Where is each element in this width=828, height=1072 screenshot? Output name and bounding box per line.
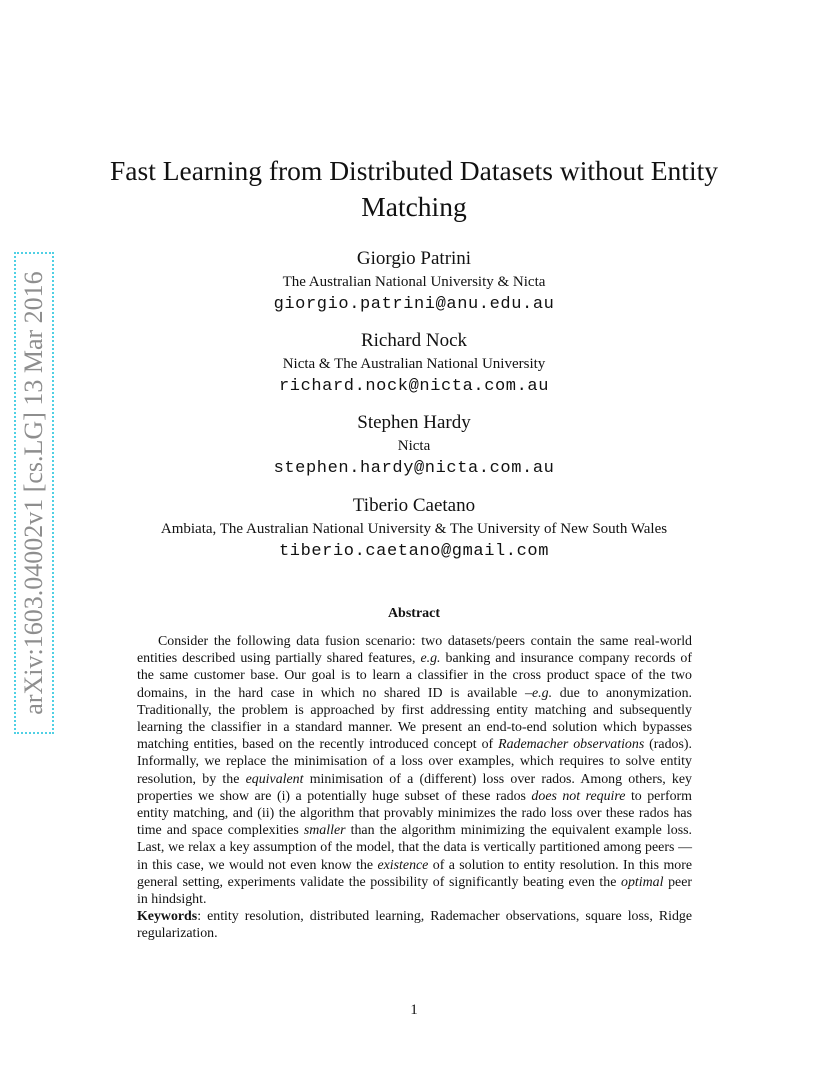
- keywords-text: : entity resolution, distributed learning, Rademacher observations, square loss, Ridge regularization.: [137, 909, 692, 942]
- abstract-emphasis: e.g.: [531, 685, 553, 701]
- abstract-emphasis: Rademacher observations: [498, 737, 645, 753]
- abstract-emphasis: existence: [377, 857, 429, 873]
- abstract-text: than the algorithm minimizing the equivalent example loss. Last, we relax a key assumption of the model, that the data is vertically partitioned among peers — in this case, we would not even know the: [137, 823, 692, 873]
- abstract-emphasis: does not require: [531, 788, 626, 804]
- author-block: [0, 494, 828, 563]
- author-affiliation: Ambiata, The Australian National University & The University of New South Wales: [160, 521, 668, 537]
- keywords-label: Keywords: [137, 909, 198, 925]
- author-email[interactable]: richard.nock@nicta.com.au: [278, 377, 550, 396]
- author-affiliation: Nicta: [397, 438, 431, 454]
- author-name: Tiberio Caetano: [352, 495, 476, 516]
- abstract-text: Consider the following data fusion scenario: two datasets/peers contain the same real-world entities described using partially shared features,: [137, 634, 692, 667]
- abstract-text: of a solution to entity resolution. In this more general setting, experiments validate the possibility of significantly beating even the: [137, 857, 692, 890]
- abstract-body: [137, 633, 692, 943]
- abstract-paragraph: [137, 633, 692, 908]
- abstract-text: due to anonymization. Traditionally, the problem is approached by first addressing entity matching and subsequently learning the classifier in a standard manner. We present an end-to-end solution which bypasses matching entities, based on the recently introduced concept of: [137, 685, 692, 753]
- author-affiliation: The Australian National University & Nicta: [282, 274, 546, 290]
- abstract-text: (rados). Informally, we replace the minimisation of a loss over examples, which requires to solve entity resolution, by the: [137, 737, 692, 787]
- author-block: [0, 247, 828, 316]
- abstract-text: minimisation of a (different) loss over rados. Among others, key properties we show are (i) a potentially huge subset of these rados: [137, 771, 692, 804]
- abstract-emphasis: optimal: [621, 874, 664, 890]
- author-block: [0, 329, 828, 398]
- paper-title: Fast Learning from Distributed Datasets without Entity Matching: [110, 155, 718, 222]
- author-name: Stephen Hardy: [357, 412, 471, 433]
- keywords-line: [137, 908, 692, 942]
- abstract-emphasis: smaller: [303, 823, 346, 839]
- author-block: [0, 411, 828, 480]
- author-email[interactable]: stephen.hardy@nicta.com.au: [273, 459, 555, 478]
- arxiv-identifier-stamp[interactable]: arXiv:1603.04002v1 [cs.LG] 13 Mar 2016: [14, 252, 54, 734]
- abstract-text: banking and insurance company records of the same customer base. Our goal is to learn a classifier in the cross product space of the two domains, in the hard case in which no shared ID is available –: [137, 651, 692, 701]
- abstract-text: peer in hindsight.: [137, 874, 692, 908]
- author-name: Giorgio Patrini: [356, 248, 472, 269]
- author-affiliation: Nicta & The Australian National University: [282, 356, 546, 372]
- author-name: Richard Nock: [360, 330, 468, 351]
- abstract-text: to perform entity matching, and (ii) the algorithm that provably minimizes the rado loss over these rados has time and space complexities: [137, 788, 692, 839]
- abstract-emphasis: e.g.: [420, 651, 441, 667]
- arxiv-sidebar: [14, 252, 54, 734]
- abstract-emphasis: equivalent: [245, 771, 304, 787]
- page-number: 1: [410, 1002, 418, 1018]
- author-email[interactable]: tiberio.caetano@gmail.com: [278, 542, 550, 561]
- author-email[interactable]: giorgio.patrini@anu.edu.au: [273, 295, 555, 314]
- abstract-heading: Abstract: [387, 606, 441, 621]
